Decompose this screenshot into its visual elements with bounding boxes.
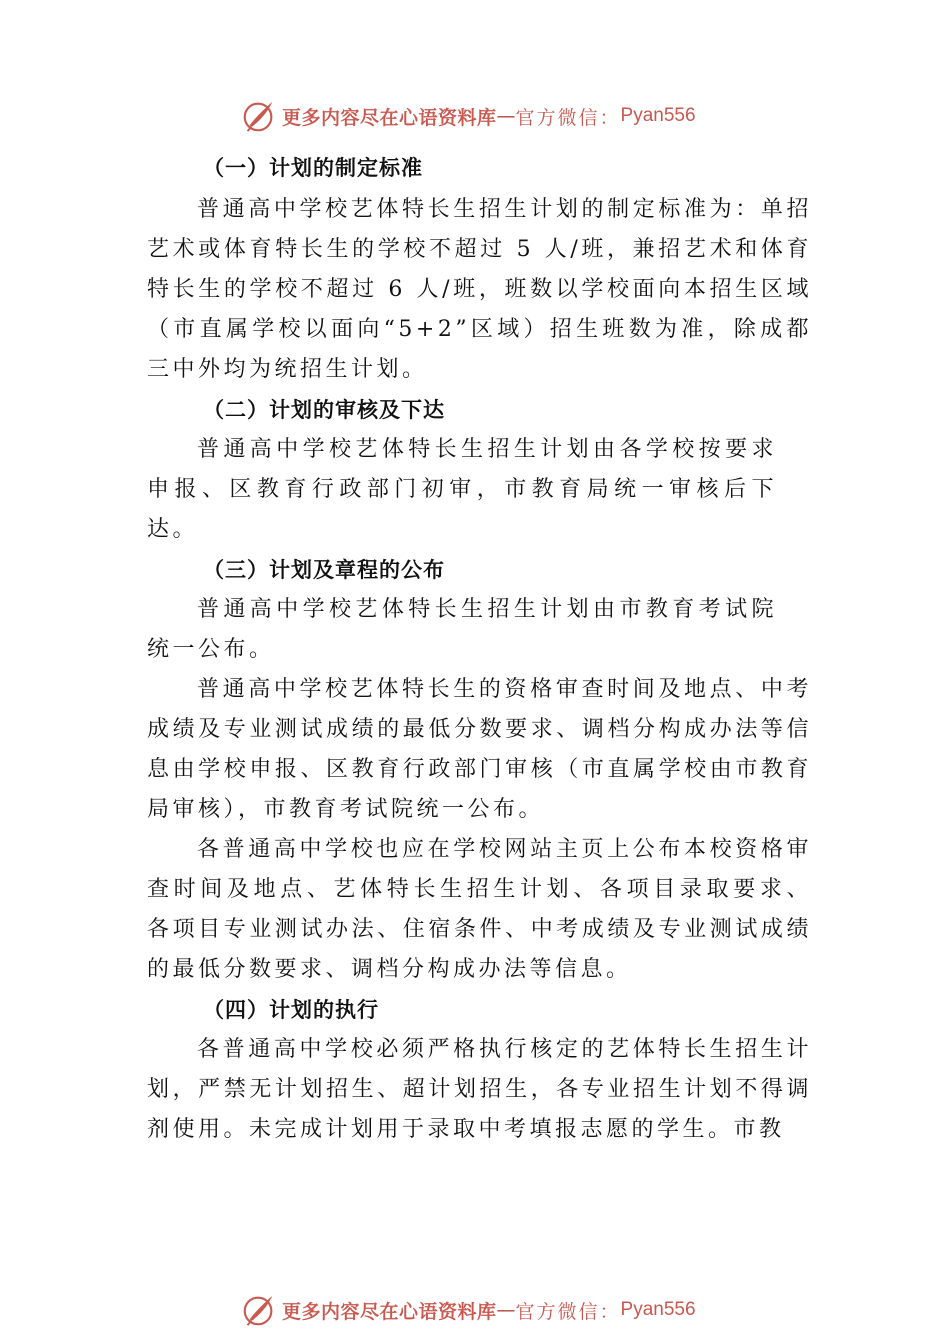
paragraph: 普通高中学校艺体特长生的资格审查时间及地点、中考成绩及专业测试成绩的最低分数要求、调档分构成办法等信息由学校申报、区教育行政部门审核（市直属学校由市教育局审核），市教育考试院统一公布。 — [147, 677, 812, 822]
quill-logo-icon — [240, 97, 278, 135]
document-body — [147, 148, 812, 1150]
watermark-separator: — — [496, 105, 516, 127]
footer-watermark — [240, 1290, 760, 1330]
watermark-wechat-label: 官方微信： — [515, 1300, 621, 1323]
watermark-wechat-id: Pyan556 — [620, 1299, 696, 1320]
quill-logo-icon — [240, 1291, 278, 1329]
paragraph: 各普通高中学校必须严格执行核定的艺体特长生招生计划，严禁无计划招生、超计划招生，各专业招生计划不得调剂使用。未完成计划用于录取中考填报志愿的学生。市教 — [147, 1037, 812, 1142]
section-heading-1: （一）计划的制定标准 — [203, 156, 423, 180]
watermark-main-text: 更多内容尽在心语资料库 — [282, 1300, 497, 1323]
section-heading-3: （三）计划及章程的公布 — [203, 558, 445, 582]
watermark-main-text: 更多内容尽在心语资料库 — [282, 106, 497, 129]
header-watermark — [240, 96, 760, 136]
paragraph: 普通高中学校艺体特长生招生计划由各学校按要求申报、区教育行政部门初审，市教育局统一审核后下达。 — [147, 437, 777, 542]
watermark-wechat-id: Pyan556 — [620, 105, 696, 126]
watermark-wechat-label: 官方微信： — [515, 106, 621, 129]
paragraph: 各普通高中学校也应在学校网站主页上公布本校资格审查时间及地点、艺体特长生招生计划、各项目录取要求、 各项目专业测试办法、住宿条件、中考成绩及专业测试成绩的最低分数要求、调档分构成办法等信息。 — [147, 837, 812, 982]
paragraph: 普通高中学校艺体特长生招生计划的制定标准为：单招艺术或体育特长生的学校不超过 5 人/班，兼招艺术和体育特长生的学校不超过 6 人/班，班数以学校面向本招生区域（市直属学校以面向“5+2”区域）招生班数为准，除成都三中外均为统招生计划。 — [147, 197, 812, 382]
paragraph: 普通高中学校艺体特长生招生计划由市教育考试院统一公布。 — [147, 597, 777, 662]
watermark-separator: — — [496, 1299, 516, 1321]
section-heading-2: （二）计划的审核及下达 — [203, 398, 445, 422]
section-heading-4: （四）计划的执行 — [203, 998, 379, 1022]
